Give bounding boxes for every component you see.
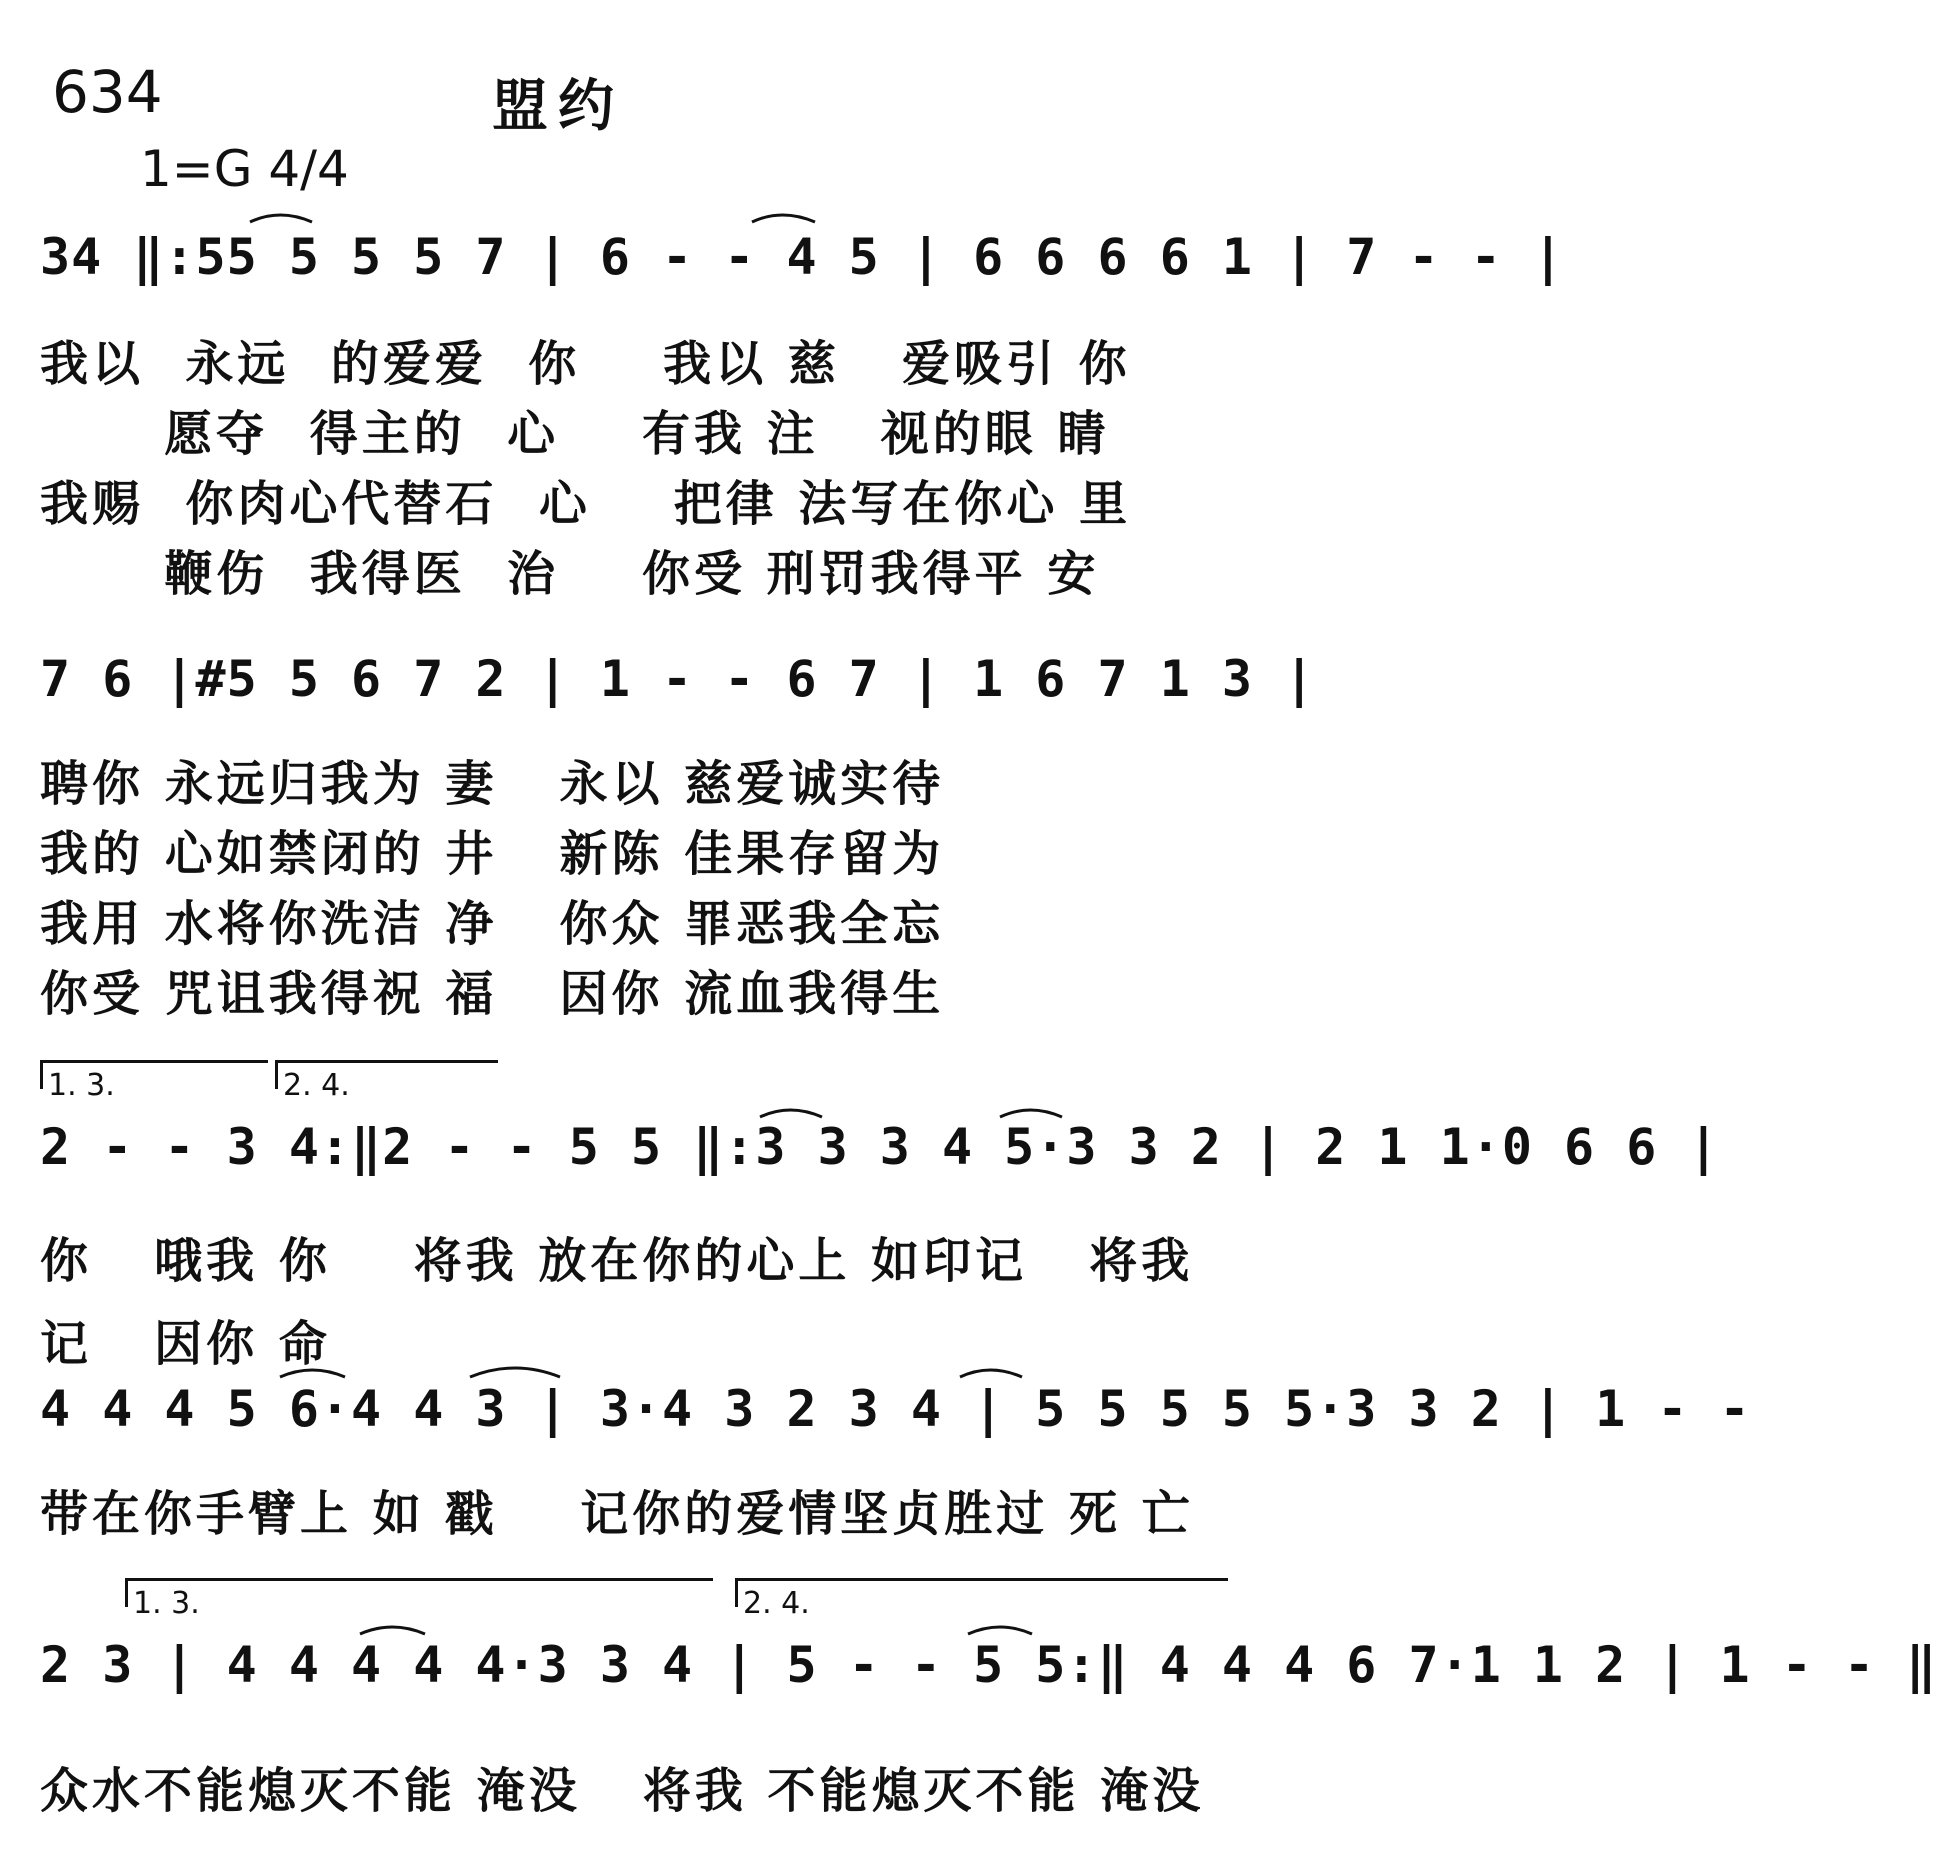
notation-line: 2 - - 3 4:‖2 - - 5 5 ‖:3 3 3 4 5·3 3 2 | 2 1 1·0 6 6 | xyxy=(40,1118,1720,1176)
key-signature: 1=G 4/4 xyxy=(140,140,349,198)
lyric-line: 聘你 永远归我为 妻 永以 慈爱诚实待 xyxy=(40,756,945,812)
lyric-line: 你 哦我 你 将我 放在你的心上 如印记 将我 xyxy=(40,1233,1194,1289)
lyric-line: 带在你手臂上 如 戳 记你的爱情坚贞胜过 死 亡 xyxy=(40,1486,1194,1542)
notation-line: 7 6 |#5 5 6 7 2 | 1 - - 6 7 | 1 6 7 1 3 | xyxy=(40,650,1316,708)
volta-bracket xyxy=(125,1578,713,1607)
volta-label: 1. 3. xyxy=(48,1068,115,1103)
hymn-number: 634 xyxy=(52,58,163,126)
notation-line: 34 ‖:55 5 5 5 7 | 6 - - 4 5 | 6 6 6 6 1 | 7 - - | xyxy=(40,228,1565,286)
lyric-line: 众水不能熄灭不能 淹没 将我 不能熄灭不能 淹没 xyxy=(40,1763,1205,1819)
lyric-line: 我用 水将你洗洁 净 你众 罪恶我全忘 xyxy=(40,896,945,952)
volta-label: 1. 3. xyxy=(133,1586,200,1621)
lyric-line: 我赐 你肉心代替石 心 把律 法写在你心 里 xyxy=(40,476,1132,532)
volta-label: 2. 4. xyxy=(283,1068,350,1103)
lyric-line: 你受 咒诅我得祝 福 因你 流血我得生 xyxy=(40,966,945,1022)
lyric-line: 我的 心如禁闭的 井 新陈 佳果存留为 xyxy=(40,826,945,882)
hymn-title: 盟约 xyxy=(492,74,624,139)
volta-label: 2. 4. xyxy=(743,1586,810,1621)
lyric-line: 愿夺 得主的 心 有我 注 视的眼 睛 xyxy=(40,406,1110,462)
lyric-line: 我以 永远 的爱爱 你 我以 慈 爱吸引 你 xyxy=(40,336,1131,392)
notation-line: 2 3 | 4 4 4 4 4·3 3 4 | 5 - - 5 5:‖ 4 4 4 6 7·1 1 2 | 1 - - ‖ xyxy=(40,1636,1937,1694)
lyric-line: 鞭伤 我得医 治 你受 刑罚我得平 安 xyxy=(40,546,1100,602)
lyric-line: 记 因你 命 xyxy=(40,1316,331,1372)
notation-line: 4 4 4 5 6·4 4 3 | 3·4 3 2 3 4 | 5 5 5 5 5·3 3 2 | 1 - - xyxy=(40,1380,1751,1438)
